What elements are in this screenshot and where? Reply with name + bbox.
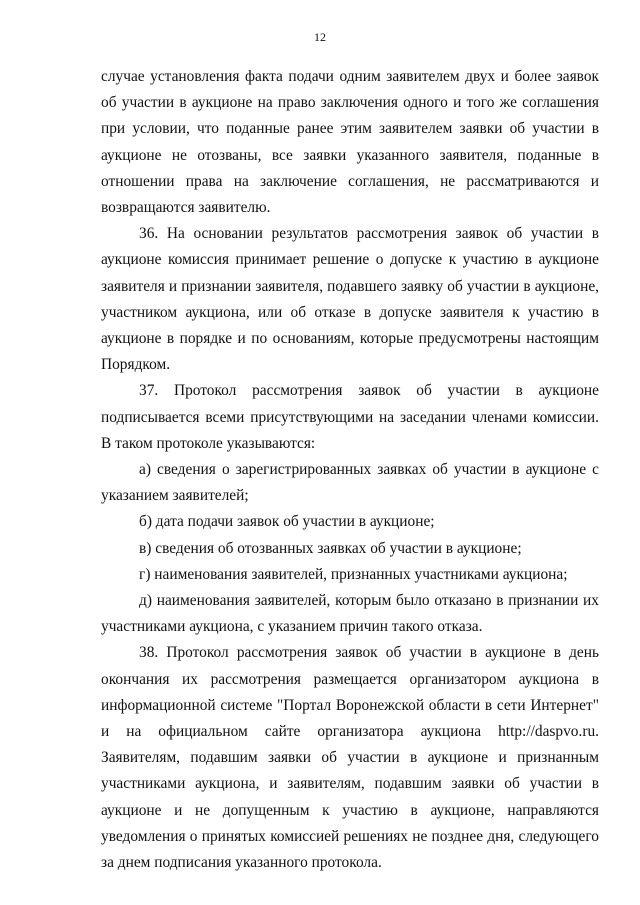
page-number: 12 xyxy=(314,30,326,44)
list-item-g: г) наименования заявителей, признанных участниками аукциона; xyxy=(139,565,568,583)
list-item-a: а) сведения о зарегистрированных заявках об участии в аукционе с указанием заявителей; xyxy=(101,461,599,505)
list-item-d: д) наименования заявителей, которым было отказано в признании их участниками аукциона, с указанием причин такого отказа. xyxy=(101,592,599,636)
paragraph-item-36: 36. На основании результатов рассмотрения заявок об участии в аукционе комиссия принимает решение о допуске к участию в аукционе заявителя и признании заявителя, подавшего заявку об участии в аукционе, участником аукциона, или об отказе в допуске заявителя к участию в аукционе в порядке и по основаниям, которые предусмотрены настоящим Порядком. xyxy=(101,225,599,374)
document-body xyxy=(101,64,599,876)
paragraph-item-37: 37. Протокол рассмотрения заявок об участии в аукционе подписывается всеми присутствующими на заседании членами комиссии. В таком протоколе указываются: xyxy=(101,382,599,452)
list-item-v: в) сведения об отозванных заявках об участии в аукционе; xyxy=(139,539,522,557)
paragraph-continuation: случае установления факта подачи одним заявителем двух и более заявок об участии в аукционе на право заключения одного и того же соглашения при условии, что поданные ранее этим заявителем заявки об участии в аукционе не отозваны, все заявки указанного заявителя, поданные в отношении права на заключение соглашения, не рассматриваются и возвращаются заявителю. xyxy=(101,68,599,217)
paragraph-item-38: 38. Протокол рассмотрения заявок об участии в аукционе в день окончания их рассмотрения размещается организатором аукциона в информационной системе "Портал Воронежской области в сети Интернет" и на официальном сайте организатора аукциона http://daspvo.ru. Заявителям, подавшим заявки об участии в аукционе и признанным участниками аукциона, и заявителям, подавшим заявки об участии в аукционе и не допущенным к участию в аукционе, направляются уведомления о принятых комиссией решениях не позднее дня, следующего за днем подписания указанного протокола. xyxy=(101,644,599,872)
list-item-b: б) дата подачи заявок об участии в аукционе; xyxy=(139,513,435,531)
